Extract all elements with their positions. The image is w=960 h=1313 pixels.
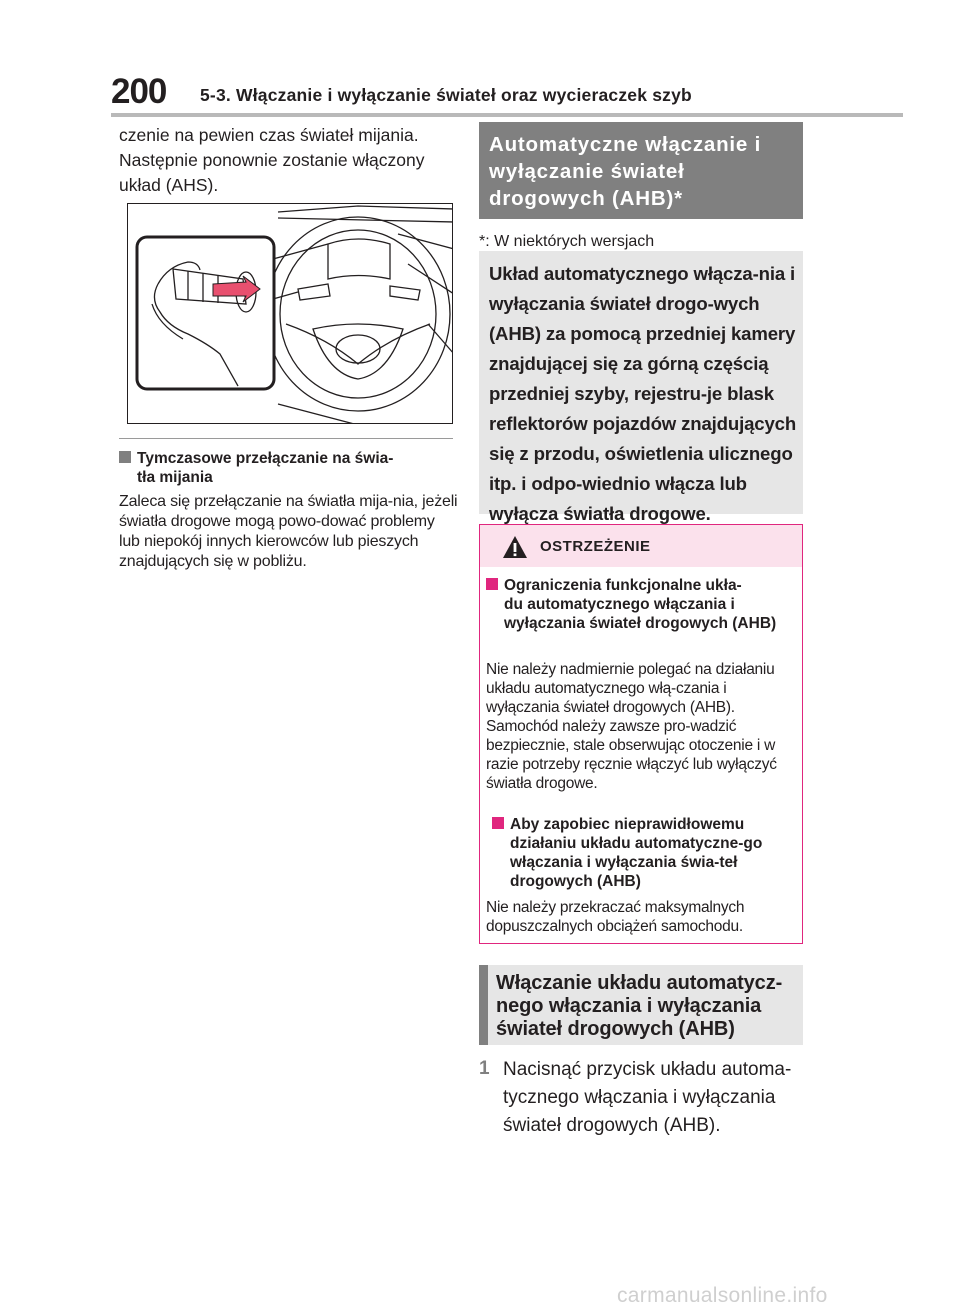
heading-rest: du automatycznego włączania i wyłączania świateł drogowych (AHB) (504, 596, 777, 632)
watermark: carmanualsonline.info (617, 1284, 828, 1307)
warning-sub2-body: Nie należy przekraczać maksymalnych dopuszczalnych obciążeń samochodu. (486, 899, 745, 935)
figure-divider (119, 438, 453, 439)
description-text: Układ automatycznego włącza-nia i wyłączania świateł drogo-wych (AHB) za pomocą przedniej kamery znajdującej się za górną częścią przedniej szyby, rejestru-je blask reflektorów pojazdów znajdujących się z przodu, oświetlenia ulicznego itp. i odpo-wiednio włącza lub wyłącza światła drogowe. (489, 263, 797, 524)
step-text: Nacisnąć przycisk układu automa-tycznego włączania i wyłączania świateł drogowych (AHB). (503, 1059, 792, 1136)
header-divider (111, 113, 903, 117)
square-bullet-icon (486, 578, 498, 590)
headlight-lever-illustration (128, 204, 453, 424)
heading-line-1: Tymczasowe przełączanie na świa- (137, 450, 394, 467)
heading-line-1: Aby zapobiec nieprawidłowemu (510, 816, 745, 833)
warning-sub2-heading (492, 815, 798, 891)
page-number: 200 (111, 72, 167, 111)
step-number: 1 (479, 1058, 490, 1079)
warning-triangle-icon (502, 535, 528, 559)
steering-wheel-illustration (127, 203, 453, 424)
heading-line-2: tła mijania (137, 469, 213, 486)
warning-sub1-body: Nie należy nadmiernie polegać na działaniu układu automatycznego włą-czania i wyłączania świateł drogowych (AHB). Samochód należy zawsze pro-wadzić bezpiecznie, stale obserwując otoczenie i w razie potrzeby ręcznie włączyć lub wyłączyć światła drogowe. (486, 661, 777, 792)
warning-sub1-heading (486, 576, 796, 633)
heading-rest: działaniu układu automatyczne-go włączania i wyłączania świa-teł drogowych (AHB) (510, 835, 763, 890)
chapter-title: 5-3. Włączanie i wyłączanie świateł oraz wycieraczek szyb (200, 85, 692, 105)
temporary-switch-body: Zaleca się przełączanie na światła mija-nia, jeżeli światła drogowe mogą powo-dować problemy lub niepokój innych kierowców lub pieszych znajdujących się w pobliżu. (119, 493, 458, 570)
subsection-title: Włączanie układu automatycz-nego włączania i wyłączania świateł drogowych (AHB) (496, 972, 783, 1040)
subsection-title-bar (479, 965, 488, 1045)
square-bullet-icon (119, 451, 131, 463)
footnote: *: W niektórych wersjach (479, 233, 655, 250)
warning-label: OSTRZEŻENIE (540, 538, 651, 555)
temporary-switch-heading (119, 449, 459, 487)
square-bullet-icon (492, 817, 504, 829)
intro-paragraph: czenie na pewien czas świateł mijania. Następnie ponownie zostanie włączony układ (AHS). (119, 125, 425, 195)
section-title: Automatyczne włączanie i wyłączanie świateł drogowych (AHB)* (489, 133, 762, 210)
heading-line-1: Ograniczenia funkcjonalne ukła- (504, 577, 742, 594)
